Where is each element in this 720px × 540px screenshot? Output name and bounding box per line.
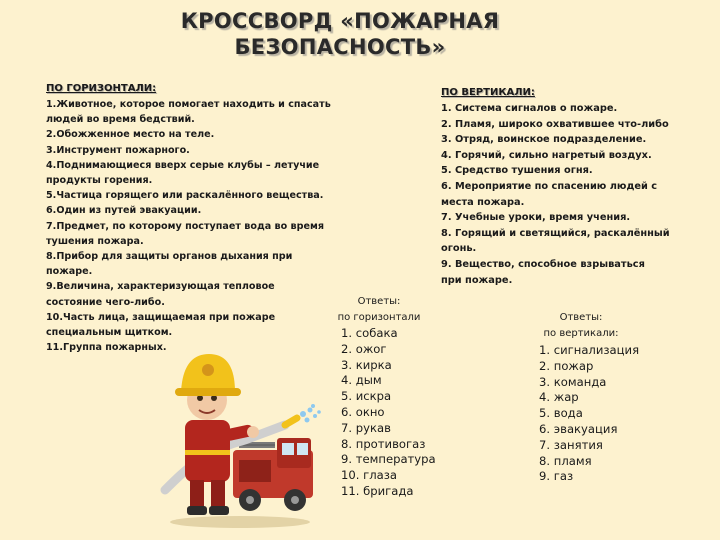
answer-item: 1. сигнализация bbox=[539, 343, 640, 357]
clue-line: 9. Вещество, способное взрываться bbox=[441, 258, 645, 270]
clue-line: 2. Пламя, широко охватившее что-либо bbox=[441, 118, 669, 130]
answer-item: 10. глаза bbox=[341, 468, 397, 483]
clue-line: 6.Один из путей эвакуации. bbox=[46, 205, 202, 217]
clue-line: 9.Величина, характеризующая тепловое bbox=[46, 281, 275, 293]
horizontal-clue-list bbox=[46, 97, 366, 355]
answer-item: 1. собака bbox=[341, 326, 398, 340]
title-line-2: БЕЗОПАСНОСТЬ» bbox=[234, 35, 446, 59]
answer-item: 2. ожог bbox=[341, 341, 387, 356]
answer-item: 8. пламя bbox=[539, 453, 592, 468]
clue-line: 1. Система сигналов о пожаре. bbox=[441, 103, 618, 114]
clue-line: 11.Группа пожарных. bbox=[46, 342, 167, 354]
clue-line: 2.Обожженное место на теле. bbox=[46, 129, 215, 141]
clue-line: специальным щитком. bbox=[46, 327, 173, 339]
title-line-1: КРОССВОРД «ПОЖАРНАЯ bbox=[180, 9, 500, 33]
answer-item: 8. противогаз bbox=[341, 436, 426, 451]
clue-line: пожаре. bbox=[46, 266, 93, 278]
clue-line: людей во время бедствий. bbox=[46, 114, 195, 126]
answers-label: Ответы: bbox=[559, 312, 603, 323]
clue-line: места пожара. bbox=[441, 196, 525, 208]
answers-label: Ответы: bbox=[357, 296, 401, 307]
clue-line: состояние чего-либо. bbox=[46, 296, 165, 308]
clue-line: 10.Часть лица, защищаемая при пожаре bbox=[46, 311, 276, 323]
clue-line: 5.Частица горящего или раскалённого вещества. bbox=[46, 190, 324, 202]
answer-item: 2. пожар bbox=[539, 358, 594, 373]
clue-line: 4. Горячий, сильно нагретый воздух. bbox=[441, 149, 652, 161]
answer-item: 3. команда bbox=[539, 374, 607, 389]
answer-item: 11. бригада bbox=[341, 483, 414, 498]
vertical-clues-section bbox=[441, 86, 691, 288]
vertical-clue-list bbox=[441, 101, 691, 288]
answer-item: 6. эвакуация bbox=[539, 421, 618, 436]
clue-line: 7.Предмет, по которому поступает вода во время bbox=[46, 220, 324, 232]
clue-line: 3. Отряд, воинское подразделение. bbox=[441, 134, 647, 146]
answer-item: 5. вода bbox=[539, 406, 583, 421]
answers-sublabel: по горизонтали bbox=[337, 312, 421, 323]
clue-line: 3.Инструмент пожарного. bbox=[46, 144, 190, 156]
clue-line: 8. Горящий и светящийся, раскалённый bbox=[441, 227, 670, 239]
clue-line: 1.Животное, которое помогает находить и спасать bbox=[46, 99, 331, 110]
answers-vertical-list bbox=[539, 343, 639, 485]
answers-sublabel: по вертикали: bbox=[543, 328, 619, 339]
clue-line: тушения пожара. bbox=[46, 235, 144, 247]
answer-item: 9. газ bbox=[539, 469, 574, 484]
page-title bbox=[0, 8, 680, 60]
vertical-heading: ПО ВЕРТИКАЛИ: bbox=[441, 87, 535, 98]
clue-line: 5. Средство тушения огня. bbox=[441, 165, 593, 177]
clue-line: продукты горения. bbox=[46, 175, 153, 187]
clue-line: огонь. bbox=[441, 243, 477, 255]
answer-item: 6. окно bbox=[341, 404, 385, 419]
answer-item: 4. дым bbox=[341, 373, 382, 388]
horizontal-clues-section bbox=[46, 82, 366, 355]
clue-line: 8.Прибор для защиты органов дыхания при bbox=[46, 251, 293, 263]
answer-item: 4. жар bbox=[539, 390, 579, 405]
clue-line: при пожаре. bbox=[441, 274, 513, 286]
answer-item: 5. искра bbox=[341, 389, 392, 404]
answer-item: 7. рукав bbox=[341, 420, 391, 435]
clue-line: 6. Мероприятие по спасению людей с bbox=[441, 180, 658, 192]
answer-item: 9. температура bbox=[341, 452, 436, 467]
answers-horizontal-heading bbox=[320, 294, 438, 326]
clue-line: 7. Учебные уроки, время учения. bbox=[441, 212, 631, 224]
firefighter-illustration bbox=[145, 330, 345, 530]
answers-horizontal-list bbox=[341, 326, 436, 500]
fire-truck-icon bbox=[233, 438, 313, 511]
answer-item: 3. кирка bbox=[341, 357, 392, 372]
answer-item: 7. занятия bbox=[539, 437, 603, 452]
clue-line: 4.Поднимающиеся вверх серые клубы – летучие bbox=[46, 159, 320, 171]
water-spray-icon bbox=[300, 404, 321, 423]
answers-vertical-heading bbox=[526, 310, 636, 342]
horizontal-heading: ПО ГОРИЗОНТАЛИ: bbox=[46, 83, 157, 94]
